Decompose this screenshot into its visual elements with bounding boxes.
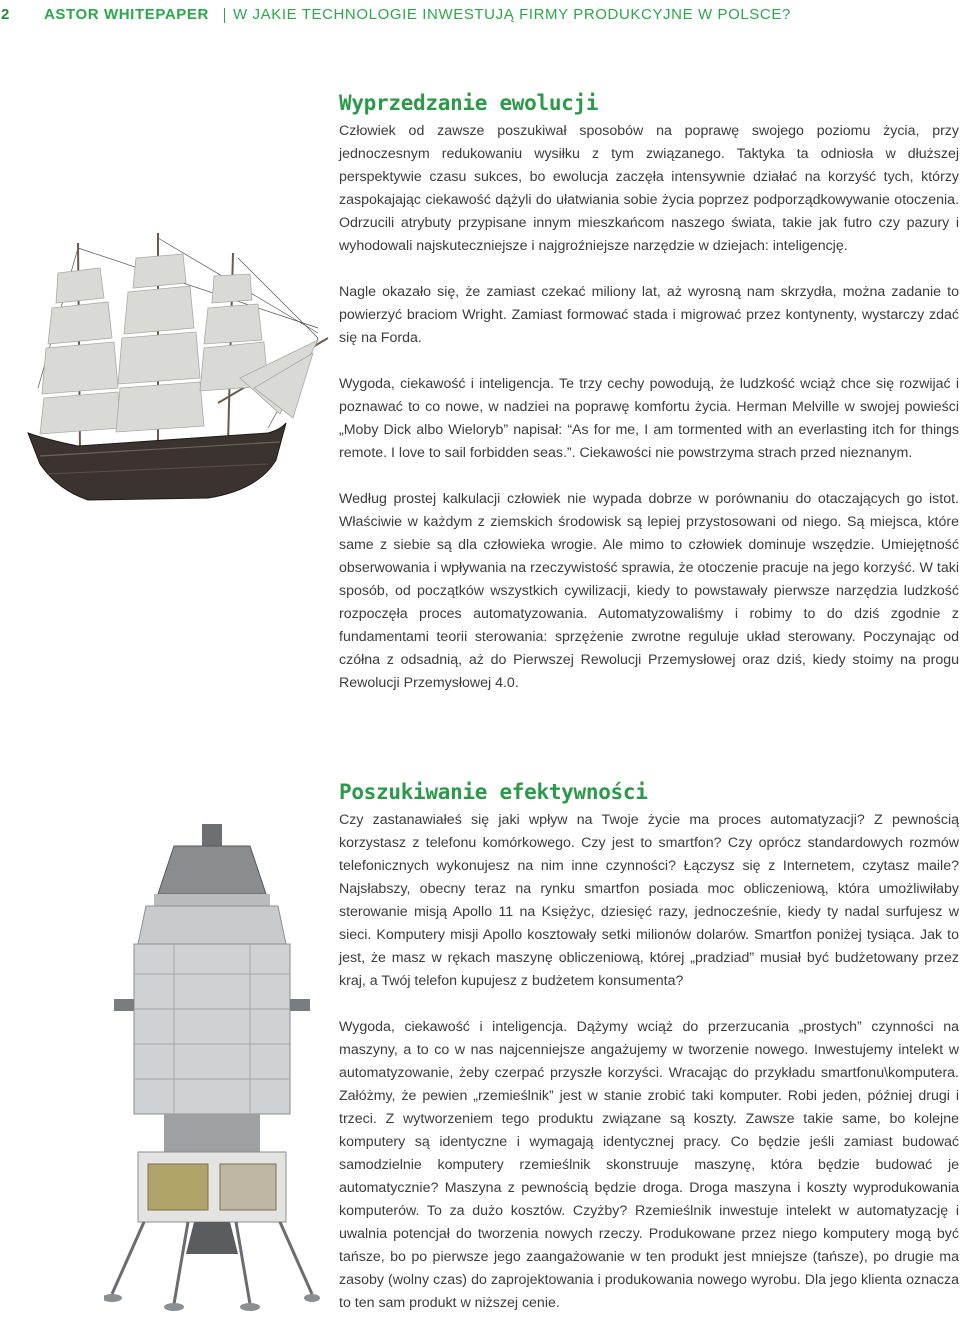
sailing-ship-illustration [18,228,338,518]
spacecraft-illustration [104,824,320,1312]
section-title: Poszukiwanie efektywności [339,780,648,804]
paragraph: Wygoda, ciekawość i inteligencja. Te trzy cechy powodują, że ludzkość wciąż chce się rozwijać i poznawać to co nowe, w nadziei na poprawę komfortu życia. Herman Melville w swojej powieści „Moby Dick albo Wieloryb” napisał: “As for me, I am tormented with an everlasting itch for things remote. I love to sail forbidden seas.”. Ciekawości nie powstrzyma strach przed nieznanym. [339,376,959,461]
document-subtitle: W JAKIE TECHNOLOGIE INWESTUJĄ FIRMY PRODUKCYJNE W POLSCE? [233,6,791,23]
paragraph: Czy zastanawiałeś się jaki wpływ na Twoje życie ma proces automatyzacji? Z pewnością korzystasz z telefonu komórkowego. Czy jest to smartfon? Czy oprócz standardowych rozmów telefonicznych wykonujesz na nim inne czynności? Łączysz się z Internetem, czytasz maile? Najsłabszy, obecny teraz na rynku smartfon posiada moc obliczeniową, która umożliwiłaby sterowanie misją Apollo 11 na Księżyc, dziesięć razy, jednocześnie, kiedy ty nadal surfujesz w sieci. Komputery misji Apollo kosztowały setki milionów dolarów. Smartfon poniżej tysiąca. Jak to jest, że masz w rękach maszynę obliczeniową, której „pradziad” musiał być budżetowany przez kraj, a Twój telefon kupujesz z budżetem konsumenta? [339,812,959,989]
page-number: 2 [1,6,10,23]
section-evolution [339,90,959,718]
section-efficiency [339,779,959,1338]
brand-label: ASTOR WHITEPAPER [44,6,209,23]
paragraph: Wygoda, ciekawość i inteligencja. Dążymy wciąż do przerzucania „prostych” czynności na maszyny, a to co w nas najcenniejsze angażujemy w tworzenie nowego. Inwestujemy intelekt w automatyzowanie, żeby czerpać przyszłe korzyści. Wracając do przykładu smartfonu\komputera. Załóżmy, że pewien „rzemieślnik” jest w stanie zrobić taki komputer. Robi jeden, później drugi i trzeci. Z wytworzeniem tego produktu związane są koszty. Zawsze takie same, bo kolejne komputery są identyczne i wymagają identycznej pracy. Co będzie jeśli zamiast budować samodzielnie komputery rzemieślnik skonstruuje maszynę, która będzie budować je automatycznie? Maszyna z pewnością będzie droga. Droga maszyna i koszty wyprodukowania komputerów. To za dużo kosztów. Czyżby? Rzemieślnik inwestuje intelekt w automatyzację i uwalnia potencjał do tworzenia nowych rzeczy. Produkowane przez niego komputery mogą być tańsze, bo po pierwsze jego zaangażowanie w ten produkt jest mniejsze (tańsze), po drugie ma zasoby (wolny czas) do zaprojektowania i produkowania nowego wyrobu. Dla jego klienta oznacza to ten sam produkt w niższej cenie. [339,1019,959,1311]
paragraph: Człowiek od zawsze poszukiwał sposobów na poprawę swojego poziomu życia, przy jednoczesnym redukowaniu wysiłku z tym związanego. Taktyka ta odniosła w dłuższej perspektywie czasu sukces, bo ewolucja zaczęła intensywnie działać na korzyść tych, którzy zaspokajając ciekawość dążyli do ułatwiania sobie życia poprzez podporządkowywanie otoczenia. Odrzucili atrybuty przypisane innym mieszkańcom naszego świata, takie jak futro czy pazury i wyhodowali najskuteczniejsze i najgroźniejsze narzędzie w dziejach: inteligencję. [339,123,959,254]
paragraph: Nagle okazało się, że zamiast czekać miliony lat, aż wyrosną nam skrzydła, można zadanie to powierzyć braciom Wright. Zamiast formować stada i migrować przez kontynenty, wystarczy zdać się na Forda. [339,284,959,346]
page-header [0,3,960,27]
header-divider [224,8,225,23]
paragraph: Według prostej kalkulacji człowiek nie wypada dobrze w porównaniu do otaczających go istot. Właściwie w każdym z ziemskich środowisk są lepiej przystosowani od niego. Są miejsca, które same z siebie są dla człowieka wrogie. Ale mimo to człowiek dominuje wszędzie. Umiejętność obserwowania i wpływania na rzeczywistość sprawia, że otoczenie pracuje na jego korzyść. W taki sposób, od początków wszystkich cywilizacji, kiedy to powstawały pierwsze narzędzia ludzkość rozpoczęła proces automatyzowania. Automatyzowaliśmy i robimy to do dziś zgodnie z fundamentami teorii sterowania: sprzężenie zwrotne reguluje układ sterowany. Poczynając od czółna z odsadnią, aż do Pierwszej Rewolucji Przemysłowej oraz dziś, kiedy stoimy na progu Rewolucji Przemysłowej 4.0. [339,491,959,691]
section-title: Wyprzedzanie ewolucji [339,91,599,115]
